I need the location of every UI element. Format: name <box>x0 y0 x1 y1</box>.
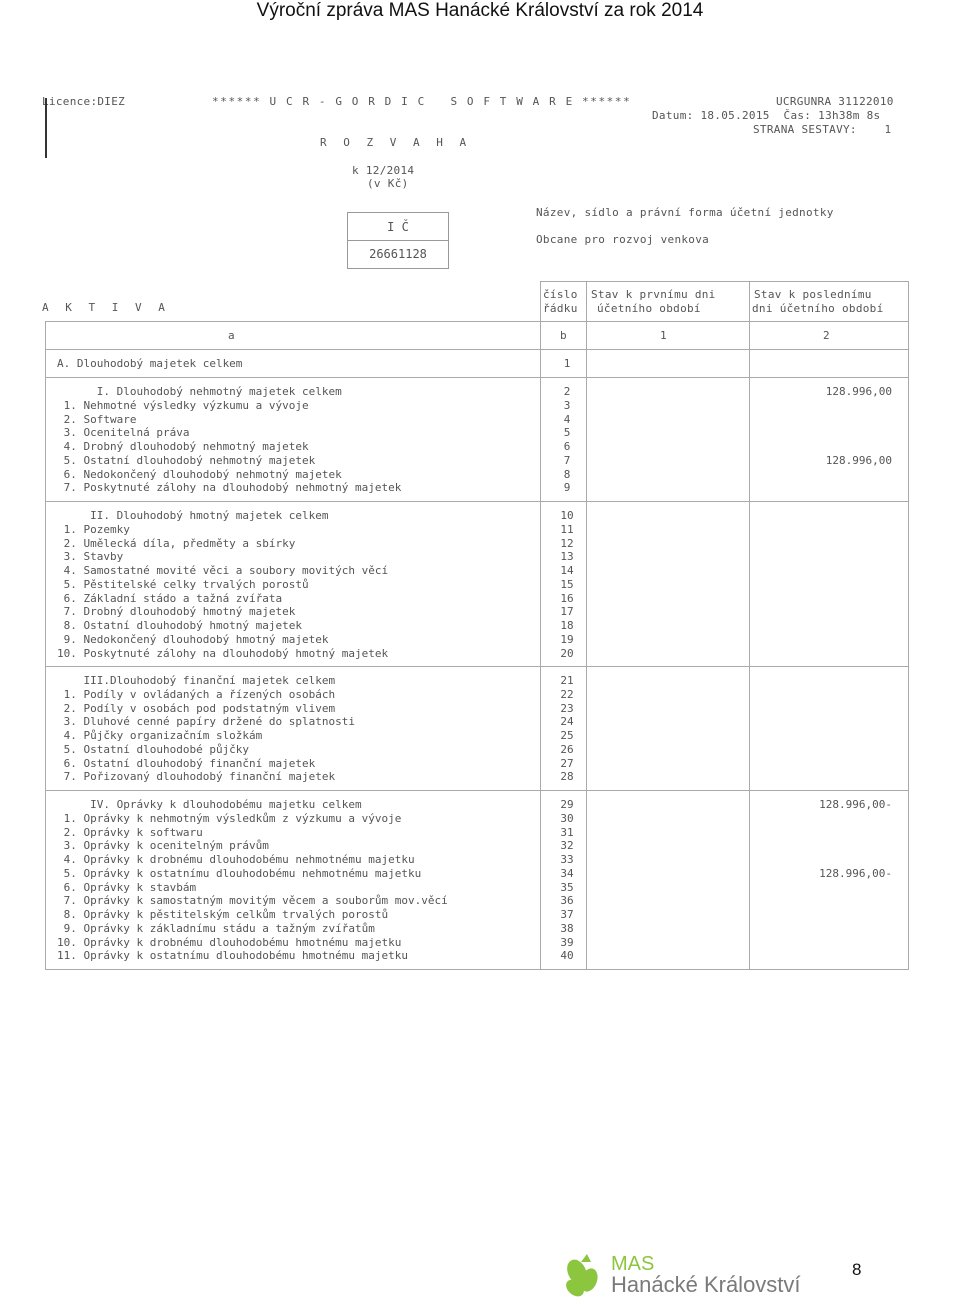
grid-line <box>540 281 909 282</box>
row-label: 3. Oprávky k ocenitelným právům <box>57 839 269 853</box>
ic-box <box>347 212 449 269</box>
row-number: 20 <box>560 646 574 660</box>
row-number: 11 <box>560 522 574 536</box>
grid-line <box>45 790 909 791</box>
row-number: 1 <box>563 357 571 370</box>
col-a-label: a <box>228 329 235 342</box>
row-number: 38 <box>560 921 574 935</box>
row-number: 37 <box>560 908 574 921</box>
row-label: 7. Oprávky k samostatným movitým věcem a souborům mov.věcí <box>57 894 448 908</box>
row-label: A. Dlouhodobý majetek celkem <box>57 357 243 370</box>
row-label: 6. Ostatní dlouhodobý finanční majetek <box>57 756 316 770</box>
row-number: 39 <box>560 935 574 949</box>
row-label: 5. Ostatní dlouhodobé půjčky <box>57 742 250 756</box>
row-label: 1. Podíly v ovládaných a řízených osobách <box>57 687 336 701</box>
row-number: 31 <box>560 825 574 839</box>
row-label: 4. Drobný dlouhodobý nehmotný majetek <box>57 440 309 453</box>
row-number: 16 <box>560 591 574 605</box>
row-label: 1. Pozemky <box>57 522 130 536</box>
row-number: 15 <box>560 577 574 591</box>
row-label: 7. Pořizovaný dlouhodobý finanční majetek <box>57 770 336 784</box>
row-number: 36 <box>560 894 574 908</box>
row-label: 6. Oprávky k stavbám <box>57 880 197 894</box>
row-label: 6. Základní stádo a tažná zvířata <box>57 591 283 605</box>
col-b-label: b <box>560 329 567 342</box>
row-number: 32 <box>560 839 574 853</box>
row-label: 11. Oprávky k ostatnímu dlouhodobému hmotnému majetku <box>57 949 408 963</box>
row-value-end: 128.996,00- <box>819 798 892 811</box>
software-banner: ****** U C R - G O R D I C S O F T W A R E ****** <box>212 95 632 108</box>
row-number: 27 <box>560 756 574 770</box>
row-label: 3. Stavby <box>57 550 124 564</box>
row-label: 8. Ostatní dlouhodobý hmotný majetek <box>57 619 303 632</box>
page-header-title: Výroční zpráva MAS Hanácké Království za rok 2014 <box>256 0 704 21</box>
row-number: 30 <box>560 811 574 825</box>
row-label: 9. Nedokončený dlouhodobý hmotný majetek <box>57 632 329 646</box>
grid-line <box>45 349 909 350</box>
ic-value: 26661128 <box>369 247 427 261</box>
col-stav1-line1: Stav k prvnímu dni <box>591 288 716 301</box>
row-label: 3. Dluhové cenné papíry držené do splatnosti <box>57 715 356 729</box>
row-value-end: 128.996,00- <box>819 866 892 880</box>
row-number: 33 <box>560 853 574 866</box>
row-number: 22 <box>560 687 574 701</box>
row-label: IV. Oprávky k dlouhodobému majetku celkem <box>57 798 362 811</box>
mas-logo <box>563 1250 823 1302</box>
row-number: 6 <box>563 440 571 453</box>
row-number: 3 <box>563 398 571 412</box>
mas-logo-icon <box>563 1250 823 1302</box>
col-1-label: 1 <box>660 329 667 342</box>
row-label: 2. Umělecká díla, předměty a sbírky <box>57 536 296 550</box>
licence-label: Licence:DIEZ <box>42 95 126 108</box>
row-label: 4. Půjčky organizačním složkám <box>57 729 263 742</box>
row-label: III.Dlouhodobý finanční majetek celkem <box>57 674 336 687</box>
ic-divider <box>348 240 448 241</box>
entity-name: Obcane pro rozvoj venkova <box>536 233 710 246</box>
report-strana: STRANA SESTAVY: 1 <box>753 123 892 136</box>
entity-label: Název, sídlo a právní forma účetní jednotky <box>536 206 834 219</box>
grid-line <box>908 281 909 969</box>
row-number: 28 <box>560 770 574 784</box>
col-stav2-line2: dni účetního období <box>752 302 884 315</box>
col-cislo-line1: číslo <box>543 288 578 301</box>
row-number: 17 <box>560 605 574 619</box>
scan-mark <box>45 98 47 158</box>
row-label: 6. Nedokončený dlouhodobý nehmotný majetek <box>57 467 342 481</box>
row-number: 29 <box>560 798 574 811</box>
row-number: 9 <box>563 481 571 495</box>
row-number: 7 <box>563 453 571 467</box>
grid-line <box>45 969 909 970</box>
row-label: 9. Oprávky k základnímu stádu a tažným zvířatům <box>57 921 375 935</box>
row-number: 13 <box>560 550 574 564</box>
col-2-label: 2 <box>823 329 830 342</box>
report-currency: (v Kč) <box>367 177 409 190</box>
page-number: 8 <box>852 1260 862 1279</box>
logo-text-mas: MAS <box>611 1253 655 1275</box>
row-label: 5. Ostatní dlouhodobý nehmotný majetek <box>57 453 316 467</box>
row-label: 7. Poskytnuté zálohy na dlouhodobý nehmotný majetek <box>57 481 402 495</box>
col-stav2-line1: Stav k poslednímu <box>754 288 872 301</box>
row-number: 5 <box>563 426 571 440</box>
row-number: 25 <box>560 729 574 742</box>
row-number: 21 <box>560 674 574 687</box>
row-number: 40 <box>560 949 574 963</box>
row-number: 10 <box>560 509 574 522</box>
report-datum: Datum: 18.05.2015 Čas: 13h38m 8s <box>652 109 881 122</box>
row-number: 14 <box>560 564 574 577</box>
row-label: II. Dlouhodobý hmotný majetek celkem <box>57 509 329 522</box>
grid-line <box>45 666 909 667</box>
row-label: I. Dlouhodobý nehmotný majetek celkem <box>57 385 342 398</box>
logo-text-name: Hanácké Království <box>611 1272 801 1297</box>
row-number: 26 <box>560 742 574 756</box>
row-number: 24 <box>560 715 574 729</box>
grid-line <box>45 321 46 969</box>
grid-line <box>45 377 909 378</box>
section-aktiva: A K T I V A <box>42 301 170 314</box>
row-label: 3. Ocenitelná práva <box>57 426 190 440</box>
row-number: 4 <box>563 412 571 426</box>
row-label: 2. Software <box>57 412 137 426</box>
row-label: 1. Nehmotné výsledky výzkumu a vývoje <box>57 398 309 412</box>
row-number: 18 <box>560 619 574 632</box>
row-label: 10. Poskytnuté zálohy na dlouhodobý hmotný majetek <box>57 646 389 660</box>
row-number: 34 <box>560 866 574 880</box>
ic-label: I Č <box>387 220 409 234</box>
row-number: 12 <box>560 536 574 550</box>
row-label: 5. Pěstitelské celky trvalých porostů <box>57 577 309 591</box>
row-number: 2 <box>563 385 571 398</box>
row-number: 8 <box>563 467 571 481</box>
row-value-end: 128.996,00 <box>825 453 892 467</box>
row-label: 4. Oprávky k drobnému dlouhodobému nehmotnému majetku <box>57 853 415 866</box>
row-value-end: 128.996,00 <box>825 385 892 398</box>
row-label: 2. Podíly v osobách pod podstatným vlivem <box>57 701 336 715</box>
row-label: 1. Oprávky k nehmotným výsledkům z výzkumu a vývoje <box>57 811 402 825</box>
row-label: 10. Oprávky k drobnému dlouhodobému hmotnému majetku <box>57 935 402 949</box>
report-period: k 12/2014 <box>352 164 415 177</box>
row-label: 5. Oprávky k ostatnímu dlouhodobému nehmotnému majetku <box>57 866 422 880</box>
col-cislo-line2: řádku <box>543 302 578 315</box>
row-label: 2. Oprávky k softwaru <box>57 825 203 839</box>
grid-line <box>45 501 909 502</box>
row-number: 19 <box>560 632 574 646</box>
grid-line <box>45 321 909 322</box>
row-number: 35 <box>560 880 574 894</box>
row-label: 8. Oprávky k pěstitelským celkům trvalých porostů <box>57 908 389 921</box>
row-number: 23 <box>560 701 574 715</box>
row-label: 4. Samostatné movité věci a soubory movitých věcí <box>57 564 389 577</box>
col-stav1-line2: účetního období <box>597 302 701 315</box>
row-label: 7. Drobný dlouhodobý hmotný majetek <box>57 605 296 619</box>
report-title: R O Z V A H A <box>320 136 472 149</box>
report-code: UCRGUNRA 31122010 <box>776 95 894 108</box>
